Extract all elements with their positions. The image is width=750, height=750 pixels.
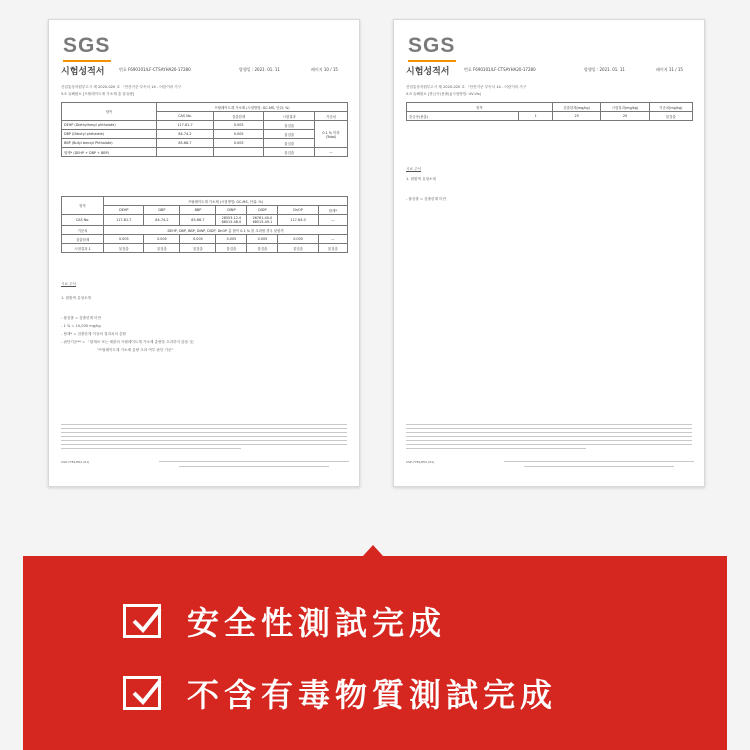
sgs-logo: SGS — [63, 34, 111, 57]
footer-address-line — [524, 466, 674, 467]
disclaimer-line — [61, 444, 347, 445]
checkmark-icon — [128, 603, 168, 639]
table-cell: 20 — [601, 112, 649, 121]
table-cell: — — [315, 148, 348, 157]
table-row — [407, 112, 693, 121]
note-line: - 1 % = 10,000 mg/kg — [61, 324, 101, 328]
report-date: 발행일 : 2021. 01. 11 — [584, 67, 625, 72]
table-head-cas: CAS No. — [157, 112, 214, 121]
table-cell: 1 — [519, 112, 553, 121]
table-cell: 합계* (DEHP + DBP + BBP) — [62, 148, 157, 157]
disclaimer-line — [406, 428, 692, 429]
intro-line-2: 5.9 유해원소 [중금속(용출)](시험방법: UV-Vis) — [406, 92, 482, 96]
disclaimer-line — [406, 436, 692, 437]
note-line: "프탈레이트계 가소제 총량 초과 여부 판단 기준" — [97, 348, 174, 352]
table-cell: 불검출 — [318, 244, 347, 253]
banner-pointer — [363, 545, 383, 556]
report-title: 시험성적서 — [61, 67, 105, 77]
table-cell: 0.005 — [213, 121, 264, 130]
table-head-item: 항목 — [62, 197, 104, 215]
test-report-page-right — [393, 19, 705, 487]
note-line: - 판단기준** = 「원재료 또는 제품의 프탈레이트계 가소제 총량을 초과하지 않을 것」 — [61, 340, 197, 344]
table-head: DINP — [216, 206, 247, 215]
footer-address-line — [179, 466, 329, 467]
certification-banner — [23, 556, 727, 750]
footer-address-line — [159, 461, 349, 462]
table-head: DnOP — [278, 206, 318, 215]
notes-title: 시료 주석 — [406, 167, 422, 171]
table-row — [62, 148, 348, 157]
test-report-page-left — [48, 19, 360, 487]
banner-item-safety — [123, 598, 446, 644]
disclaimer-line — [406, 440, 692, 441]
page-number: 페이지 11 / 15 — [656, 67, 683, 72]
table-cell: 0.005 — [213, 139, 264, 148]
table-head: DBP — [144, 206, 180, 215]
table-cell: 85-68-7 — [157, 139, 214, 148]
table-cell: 0.005 — [144, 235, 180, 244]
table-cell: DEHP (Diethylhexyl phthalate) — [62, 121, 157, 130]
note-line: - 불검출 = 검출한계 미만 — [61, 316, 102, 320]
table-cell — [213, 148, 264, 157]
note-line: 1. 원환색 유청소재 — [406, 177, 437, 181]
table-cell: BBP (Butyl benzyl Phthalate) — [62, 139, 157, 148]
table-cell: 기준치 — [62, 226, 104, 235]
banner-item-label: 安全性測試完成 — [187, 604, 447, 642]
disclaimer-line — [61, 428, 347, 429]
table-cell: 25 — [552, 112, 600, 121]
table-cell: 중금속(용출) — [407, 112, 519, 121]
report-date: 발행일 : 2021. 01. 11 — [239, 67, 280, 72]
phthalate-table-1 — [61, 102, 348, 157]
table-cell: 84-74-2 — [144, 215, 180, 226]
page-number: 페이지 10 / 15 — [311, 67, 338, 72]
logo-rule — [408, 60, 456, 62]
notes-title: 시료 주석 — [61, 282, 77, 286]
sgs-logo: SGS — [408, 34, 456, 57]
table-head: 항목 — [407, 103, 553, 112]
table-head: 기준치(mg/kg) — [649, 103, 692, 112]
table-cell: 117-81-7 — [104, 215, 144, 226]
table-cell: 불검출 — [180, 244, 216, 253]
checkbox-checked-icon — [123, 604, 161, 638]
report-title: 시험성적서 — [406, 67, 450, 77]
note-line: 1. 원환색 유청소재 — [61, 296, 92, 300]
table-cell: 불검출 — [264, 121, 315, 130]
table-cell: 불검출 — [264, 139, 315, 148]
table-row — [62, 130, 348, 139]
table-cell: 117-84-0 — [278, 215, 318, 226]
table-cell: 0.005 — [247, 235, 278, 244]
table-group-header: 프탈레이트계 가소제 (시험방법: GC-MS, 단위: %) — [157, 103, 348, 112]
banner-item-toxic-free — [123, 670, 557, 716]
table-head-item: 항목 — [62, 103, 157, 121]
table-cell: — — [318, 215, 347, 226]
banner-item-label: 不含有毒物質測試完成 — [187, 676, 558, 714]
disclaimer-line — [406, 448, 586, 449]
table-cell: 불검출 — [104, 244, 144, 253]
disclaimer-line — [406, 444, 692, 445]
table-head-result: 시험결과 — [264, 112, 315, 121]
table-row — [62, 215, 348, 226]
disclaimer-line — [406, 432, 692, 433]
checkmark-icon — [128, 675, 168, 711]
table-cell: 불검출 — [247, 244, 278, 253]
disclaimer-line — [406, 424, 692, 425]
table-cell: 0.005 — [104, 235, 144, 244]
intro-line-1: 산업통상자원부고시 제 2020-020 호 「안전기준 부속서 14 - 어린이의 가구 — [406, 85, 527, 89]
disclaimer-line — [61, 436, 347, 437]
table-cell: 117-81-7 — [157, 121, 214, 130]
table-cell: 불검출 — [649, 112, 692, 121]
table-cell: 불검출 — [144, 244, 180, 253]
table-result-index: 1 — [88, 246, 91, 251]
disclaimer-line — [61, 448, 241, 449]
table-row — [62, 235, 348, 244]
table-head: DIDP — [247, 206, 278, 215]
table-head: 합계* — [318, 206, 347, 215]
note-line: - 불검출 = 검출한계 미만 — [406, 197, 447, 201]
table-cell: 0.005 — [216, 235, 247, 244]
footer-code: CSP-7781/P02 (01) — [61, 460, 90, 464]
table-cell: 불검출 — [278, 244, 318, 253]
table-cell — [157, 148, 214, 157]
heavy-metal-table — [406, 102, 693, 121]
footer-code: CSP-7781/P02 (01) — [406, 460, 435, 464]
intro-line-1: 산업통상자원부고시 제 2020-020 호 「안전기준 부속서 14 - 어린이의 가구 — [61, 85, 182, 89]
disclaimer-line — [61, 424, 347, 425]
table-cell: CAS No. — [62, 215, 104, 226]
footer-address-line — [504, 461, 694, 462]
phthalate-table-2 — [61, 196, 348, 253]
report-number: 번호 F690101/LF-CTSAYHA20-17280 — [464, 67, 536, 72]
table-limit-cell: 0.1 % 이하 (Total) — [315, 121, 348, 148]
table-cell: — — [318, 235, 347, 244]
table-cell: DBP (Dibutyl phthalate) — [62, 130, 157, 139]
note-line: - 합계* = 검출한계 이상의 결과치의 총합 — [61, 332, 127, 336]
table-cell: 불검출 — [216, 244, 247, 253]
table-result-label: 시험결과 — [74, 246, 88, 251]
table-row — [62, 121, 348, 130]
table-cell: 0.005 — [278, 235, 318, 244]
table-cell — [62, 244, 104, 253]
table-cell: 26761-40-0 68515-49-1 — [247, 215, 278, 226]
table-cell: 0.005 — [213, 130, 264, 139]
table-head-limit: 기준치 — [315, 112, 348, 121]
table-cell: DEHP, DBP, BBP, DINP, DIDP, DnOP 총 합이 0.1 % 를 초과할 경우 불합격 — [104, 226, 348, 235]
table-head: 시험결과(mg/kg) — [601, 103, 649, 112]
table-head: DEHP — [104, 206, 144, 215]
disclaimer-line — [61, 440, 347, 441]
table-head: 검출한계(mg/kg) — [552, 103, 600, 112]
table-cell: 28553-12-0 68515-48-0 — [216, 215, 247, 226]
table-cell: 불검출 — [264, 148, 315, 157]
table-cell: 0.005 — [180, 235, 216, 244]
logo-rule — [63, 60, 111, 62]
table-row — [62, 226, 348, 235]
table-group-header: 프탈레이트계 가소제 (시험방법: GC-MS, 단위: %) — [104, 197, 348, 206]
report-number: 번호 F690101/LF-CTSAYHA20-17280 — [119, 67, 191, 72]
checkbox-checked-icon — [123, 676, 161, 710]
table-head-lod: 검출한계 — [213, 112, 264, 121]
table-row — [62, 139, 348, 148]
table-row — [62, 244, 348, 253]
table-cell: 84-74-2 — [157, 130, 214, 139]
table-cell: 85-68-7 — [180, 215, 216, 226]
table-cell: 검출한계 — [62, 235, 104, 244]
table-head: BBP — [180, 206, 216, 215]
disclaimer-line — [61, 432, 347, 433]
intro-line-2: 5.5 유해원소 [프탈레이트계 가소제 총 함유량] — [61, 92, 135, 96]
table-cell: 불검출 — [264, 130, 315, 139]
